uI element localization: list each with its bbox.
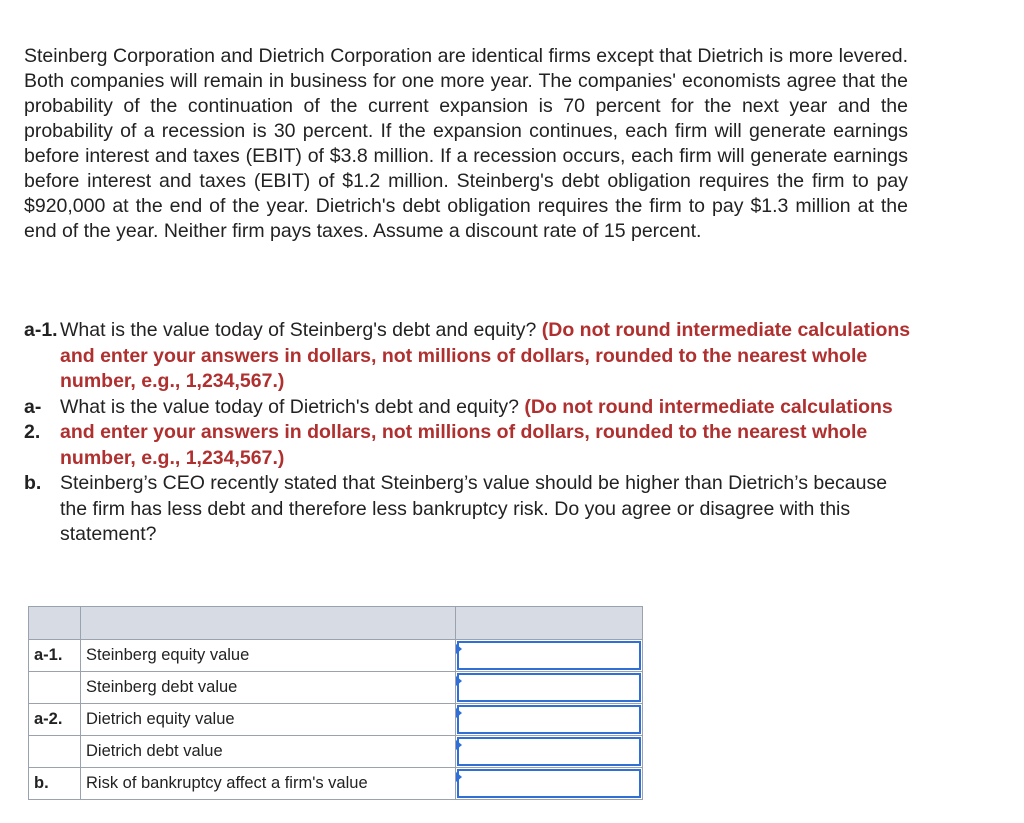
answer-cell [456, 672, 643, 704]
row-description: Dietrich debt value [81, 736, 456, 768]
problem-statement: Steinberg Corporation and Dietrich Corporation are identical firms except that Dietrich is more levered. Both companies will remain in business for one more year. The companies' economists agree that the probability of the continuation of the current expansion is 70 percent for the next year and the probability of a recession is 30 percent. If the expansion continues, each firm will generate earnings before interest and taxes (EBIT) of $3.8 million. If a recession occurs, each firm will generate earnings before interest and taxes (EBIT) of $1.2 million. Steinberg's debt obligation requires the firm to pay $920,000 at the end of the year. Dietrich's debt obligation requires the firm to pay $1.3 million at the end of the year. Neither firm pays taxes. Assume a discount rate of 15 percent. [24, 45, 908, 242]
answer-cell [456, 704, 643, 736]
question-b [24, 471, 914, 548]
question-body [60, 395, 914, 472]
question-label: a- 2. [24, 395, 42, 443]
question-a1 [24, 318, 914, 395]
answer-table [28, 606, 643, 800]
question-label: b. [24, 472, 42, 494]
row-label: b. [29, 768, 81, 800]
question-instruction: (Do not round intermediate calculations and enter your answers in dollars, not millions of dollars, rounded to the nearest whole number, e.g., 1,234,567.) [60, 319, 911, 392]
flag-icon [456, 740, 462, 750]
answer-cell [456, 768, 643, 800]
flag-icon [456, 772, 462, 782]
row-label [29, 672, 81, 704]
header-cell [81, 607, 456, 640]
table-header-row [29, 607, 643, 640]
table-row [29, 640, 643, 672]
answer-cell [456, 736, 643, 768]
steinberg-debt-input[interactable] [457, 673, 641, 702]
bankruptcy-risk-input[interactable] [457, 769, 641, 798]
question-label: a-1. [24, 319, 58, 341]
row-label: a-1. [29, 640, 81, 672]
flag-icon [456, 644, 462, 654]
steinberg-equity-input[interactable] [457, 641, 641, 670]
flag-icon [456, 708, 462, 718]
question-text: Steinberg’s CEO recently stated that Steinberg’s value should be higher than Dietrich’s because the firm has less debt and therefore less bankruptcy risk. Do you agree or disagree with this statement? [60, 472, 888, 545]
table-row [29, 768, 643, 800]
row-description: Steinberg debt value [81, 672, 456, 704]
question-instruction: (Do not round intermediate calculations and enter your answers in dollars, not millions of dollars, rounded to the nearest whole number, e.g., 1,234,567.) [60, 395, 893, 469]
row-label [29, 736, 81, 768]
header-cell [456, 607, 643, 640]
dietrich-debt-input[interactable] [457, 737, 641, 766]
row-description: Dietrich equity value [81, 704, 456, 736]
question-a2 [24, 395, 914, 472]
table-row [29, 672, 643, 704]
header-cell [29, 607, 81, 640]
dietrich-equity-input[interactable] [457, 705, 641, 734]
flag-icon [456, 676, 462, 686]
answer-cell [456, 640, 643, 672]
question-list [24, 318, 914, 548]
question-body [60, 471, 914, 548]
question-text: What is the value today of Dietrich's debt and equity? [60, 395, 525, 418]
table-row [29, 704, 643, 736]
row-description: Steinberg equity value [81, 640, 456, 672]
question-text: What is the value today of Steinberg's debt and equity? [60, 319, 542, 341]
table-row [29, 736, 643, 768]
row-label: a-2. [29, 704, 81, 736]
row-description: Risk of bankruptcy affect a firm's value [81, 768, 456, 800]
question-body [60, 318, 914, 395]
